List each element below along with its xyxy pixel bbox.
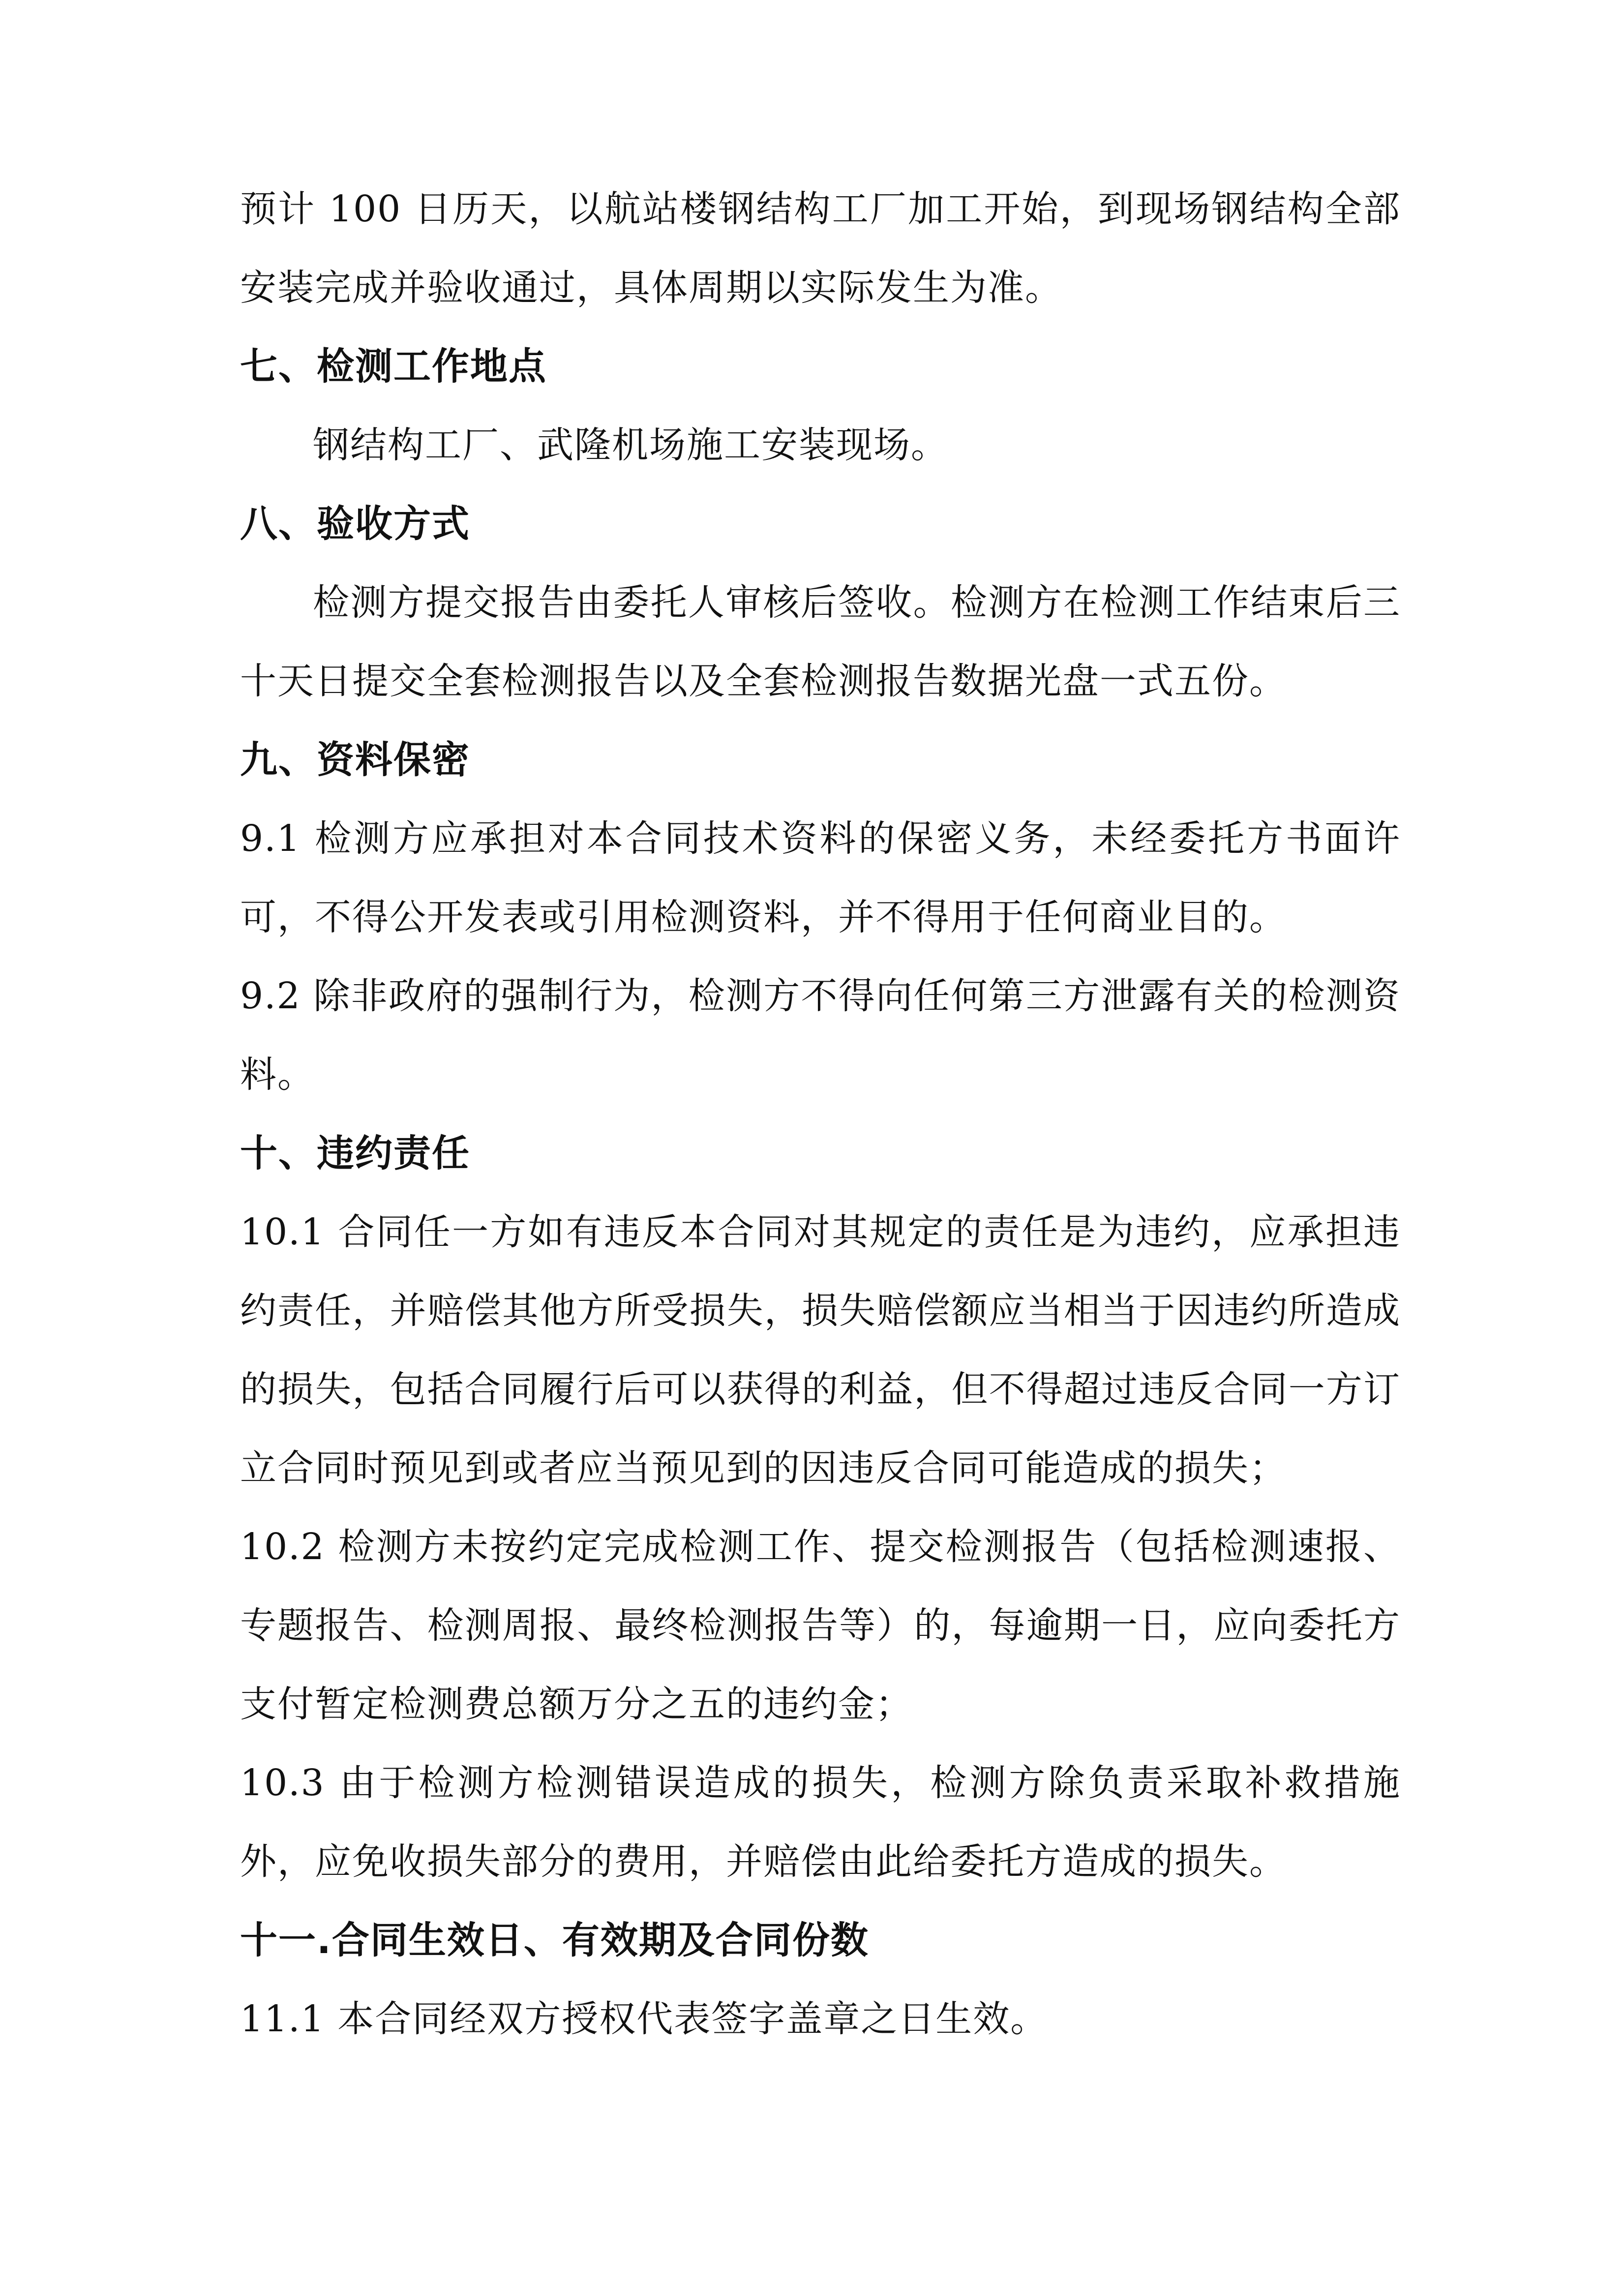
- section-9-heading: 九、资料保密: [240, 738, 470, 782]
- clause-9-1: 9.1 检测方应承担对本合同技术资料的保密义务，未经委托方书面许可，不得公开发表或引用检测资料，并不得用于任何商业目的。: [240, 817, 1401, 938]
- clause-10-1: 10.1 合同任一方如有违反本合同对其规定的责任是为违约，应承担违约责任，并赔偿其他方所受损失，损失赔偿额应当相当于因违约所造成的损失，包括合同履行后可以获得的利益，但不得超过违反合同一方订立合同时预见到或者应当预见到的因违反合同可能造成的损失；: [240, 1211, 1401, 1489]
- document-body: [240, 170, 1401, 2058]
- clause-10-2: 10.2 检测方未按约定完成检测工作、提交检测报告（包括检测速报、专题报告、检测周报、最终检测报告等）的，每逾期一日，应向委托方支付暂定检测费总额万分之五的违约金；: [240, 1526, 1401, 1725]
- section-11-heading: 十一.合同生效日、有效期及合同份数: [240, 1918, 869, 1962]
- section-7-paragraph: 钢结构工厂、武隆机场施工安装现场。: [313, 424, 948, 466]
- section-8-paragraph: 检测方提交报告由委托人审核后签收。检测方在检测工作结束后三十天日提交全套检测报告以及全套检测报告数据光盘一式五份。: [240, 581, 1401, 702]
- clause-11-1: 11.1 本合同经双方授权代表签字盖章之日生效。: [240, 1998, 1048, 2040]
- section-10-heading: 十、违约责任: [240, 1131, 470, 1175]
- clause-9-2: 9.2 除非政府的强制行为，检测方不得向任何第三方泄露有关的检测资料。: [240, 975, 1401, 1096]
- section-7-heading: 七、检测工作地点: [240, 344, 547, 388]
- section-8-heading: 八、验收方式: [240, 502, 470, 545]
- clause-10-3: 10.3 由于检测方检测错误造成的损失，检测方除负责采取补救措施外，应免收损失部分的费用，并赔偿由此给委托方造成的损失。: [240, 1762, 1401, 1883]
- duration-paragraph: 预计 100 日历天，以航站楼钢结构工厂加工开始，到现场钢结构全部安装完成并验收通过，具体周期以实际发生为准。: [240, 188, 1401, 309]
